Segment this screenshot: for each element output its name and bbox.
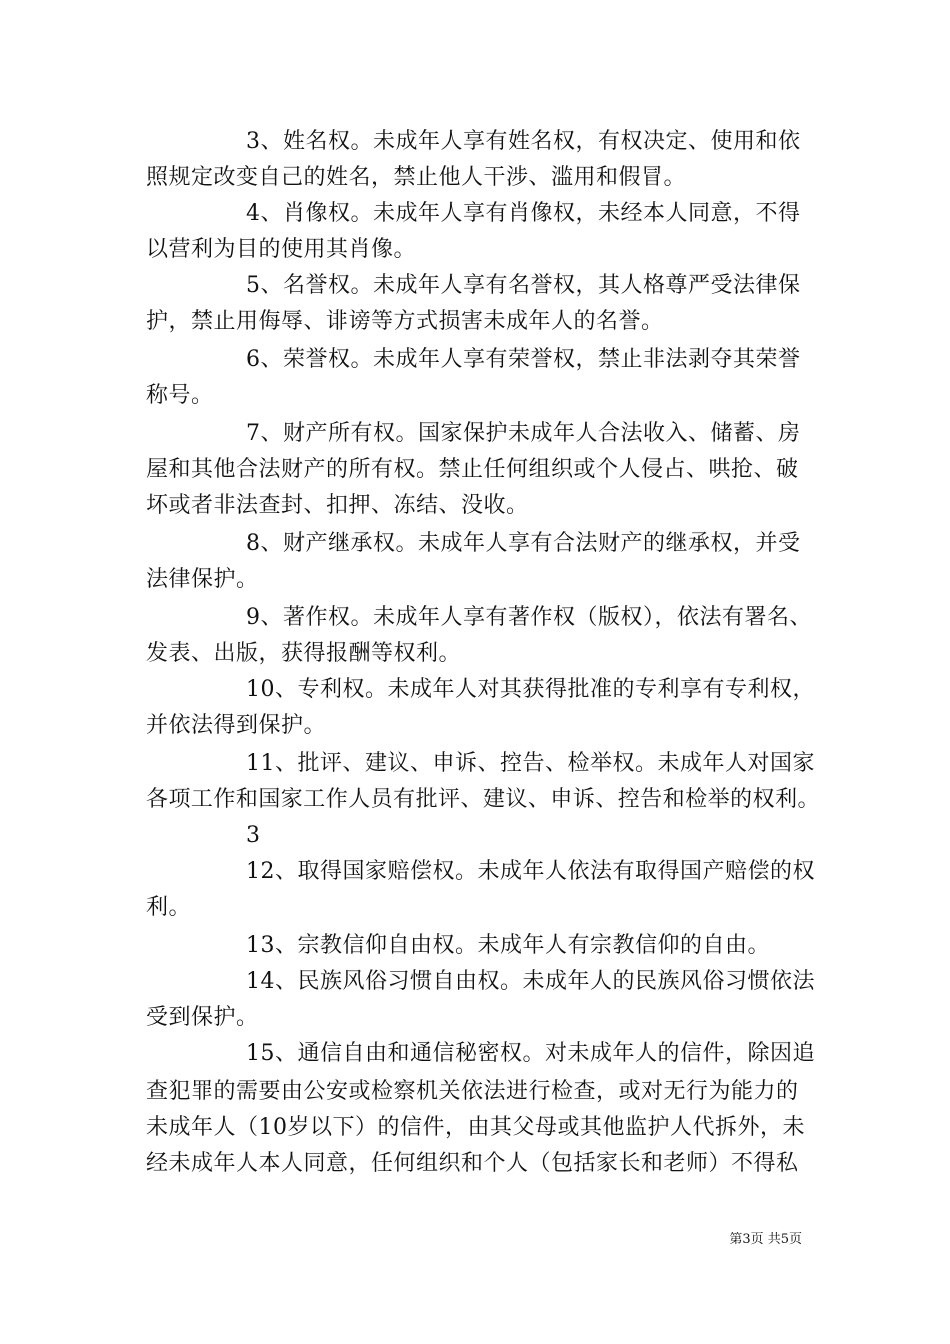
paragraph-line: 7、财产所有权。国家保护未成年人合法收入、储蓄、房 <box>246 421 801 446</box>
paragraph-line: 各项工作和国家工作人员有批评、建议、申诉、控告和检举的权利。 <box>146 787 821 812</box>
paragraph-line: 9、著作权。未成年人享有著作权（版权），依法有署名、 <box>246 605 812 630</box>
paragraph-line: 称号。 <box>146 383 214 408</box>
paragraph-line: 坏或者非法查封、扣押、冻结、没收。 <box>146 493 529 518</box>
paragraph-line: 3、姓名权。未成年人享有姓名权，有权决定、使用和依 <box>246 129 801 154</box>
paragraph-line: 10、专利权。未成年人对其获得批准的专利享有专利权， <box>246 677 815 702</box>
inline-page-number: 3 <box>246 823 261 848</box>
paragraph-line: 以营利为目的使用其肖像。 <box>146 237 417 262</box>
paragraph-line: 护，禁止用侮辱、诽谤等方式损害未成年人的名誉。 <box>146 309 664 334</box>
paragraph-line: 查犯罪的需要由公安或检察机关依法进行检查，或对无行为能力的 <box>146 1079 799 1104</box>
paragraph-line: 4、肖像权。未成年人享有肖像权，未经本人同意，不得 <box>246 201 801 226</box>
paragraph-line: 屋和其他合法财产的所有权。禁止任何组织或个人侵占、哄抢、破 <box>146 457 799 482</box>
paragraph-line: 13、宗教信仰自由权。未成年人有宗教信仰的自由。 <box>246 933 770 958</box>
paragraph-line: 5、名誉权。未成年人享有名誉权，其人格尊严受法律保 <box>246 273 801 298</box>
paragraph-line: 经未成年人本人同意，任何组织和个人（包括家长和老师）不得私 <box>146 1151 799 1176</box>
paragraph-line: 未成年人（10岁以下）的信件，由其父母或其他监护人代拆外，未 <box>146 1115 805 1140</box>
paragraph-line: 并依法得到保护。 <box>146 713 327 738</box>
page-footer: 第3页 共5页 <box>729 1232 802 1247</box>
paragraph-line: 8、财产继承权。未成年人享有合法财产的继承权，并受 <box>246 531 801 556</box>
paragraph-line: 14、民族风俗习惯自由权。未成年人的民族风俗习惯依法 <box>246 969 815 994</box>
paragraph-line: 12、取得国家赔偿权。未成年人依法有取得国产赔偿的权 <box>246 859 815 884</box>
paragraph-line: 受到保护。 <box>146 1005 259 1030</box>
paragraph-line: 发表、出版，获得报酬等权利。 <box>146 641 462 666</box>
paragraph-line: 15、通信自由和通信秘密权。对未成年人的信件，除因追 <box>246 1041 815 1066</box>
paragraph-line: 利。 <box>146 895 192 920</box>
paragraph-line: 照规定改变自己的姓名，禁止他人干涉、滥用和假冒。 <box>146 165 687 190</box>
paragraph-line: 法律保护。 <box>146 567 259 592</box>
paragraph-line: 11、批评、建议、申诉、控告、检举权。未成年人对国家 <box>246 751 815 776</box>
paragraph-line: 6、荣誉权。未成年人享有荣誉权，禁止非法剥夺其荣誉 <box>246 347 801 372</box>
